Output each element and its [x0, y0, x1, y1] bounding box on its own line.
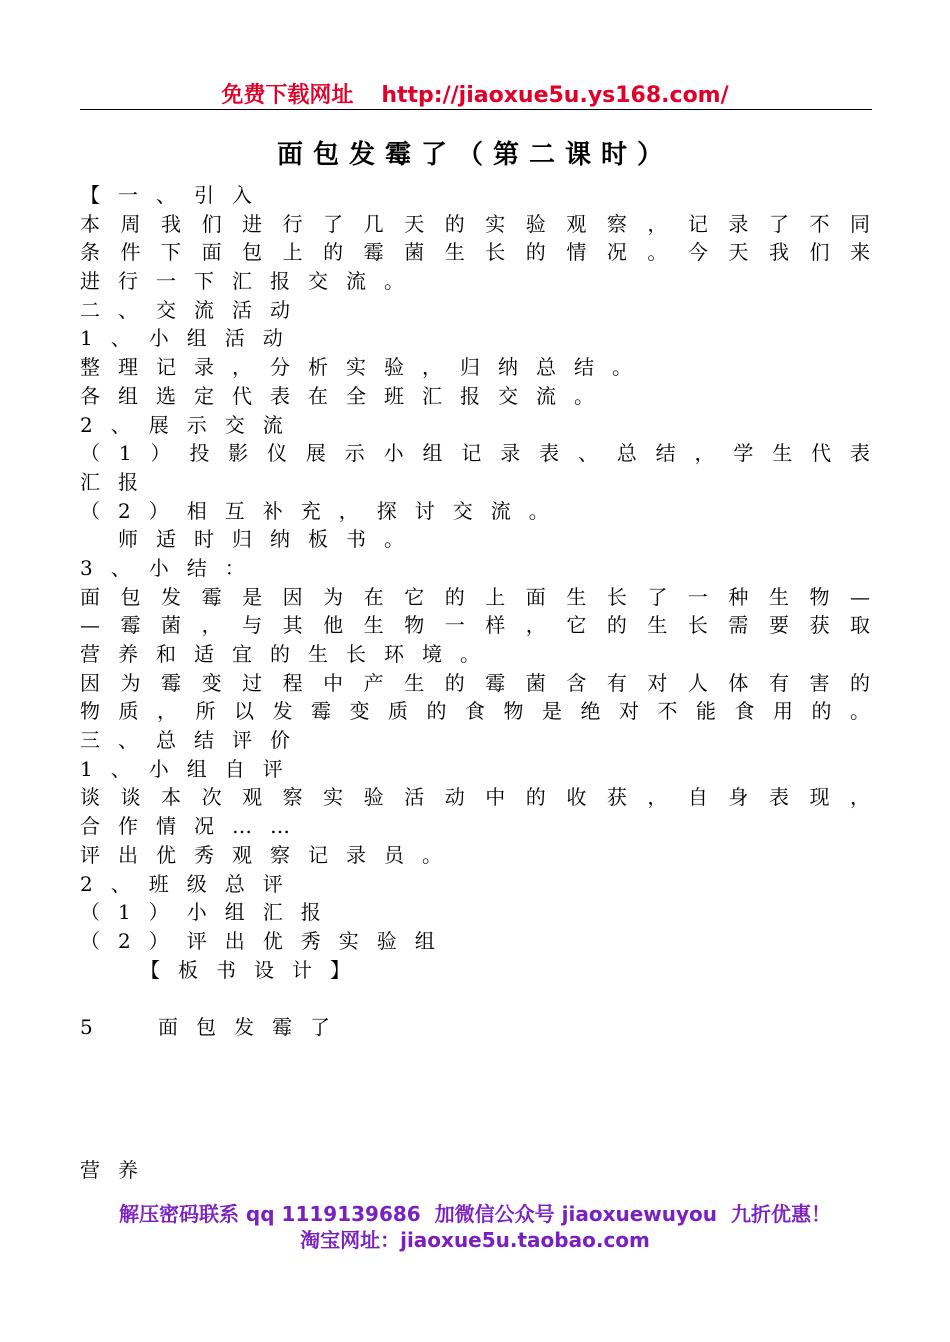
password-contact: 解压密码联系 qq 1119139686 — [118, 1202, 421, 1226]
discount-note: 九折优惠！ — [731, 1202, 832, 1226]
board-item: 营养 — [80, 1158, 156, 1183]
section-heading: 【一、引入 — [80, 183, 270, 207]
paragraph-line: 因为霉变过程中产生的霉菌含有对人体有害的 — [80, 670, 870, 695]
section-heading: 二、交流活动 — [80, 297, 308, 322]
blank-line — [80, 1070, 870, 1099]
taobao-footer[interactable]: 淘宝网址：jiaoxue5u.taobao.com — [300, 1228, 650, 1252]
subsection-heading: 1、小组活动 — [80, 326, 301, 351]
document-body — [80, 181, 870, 1185]
page-title: 面包发霉了（第二课时） — [276, 140, 673, 170]
paragraph-line: 物质，所以发霉变质的食物是绝对不能食用的。 — [80, 699, 870, 724]
paragraph-line: 评出优秀观察记录员。 — [80, 842, 460, 867]
paragraph-line: 各组选定代表在全班汇报交流。 — [80, 383, 612, 408]
blank-line — [80, 1099, 870, 1128]
header-url-link[interactable]: http://jiaoxue5u.ys168.com/ — [381, 83, 729, 108]
paragraph-line: （2）评出优秀实验组 — [80, 928, 453, 953]
paragraph-line: 师适时归纳板书。 — [118, 527, 422, 552]
header-divider — [80, 109, 872, 110]
paragraph-line: （1）小组汇报 — [80, 900, 339, 925]
paragraph-line: （2）相互补充，探讨交流。 — [80, 498, 567, 523]
subsection-heading: 3、小结： — [80, 555, 263, 580]
subsection-heading: 2、展示交流 — [80, 412, 301, 437]
blank-line — [80, 1042, 870, 1071]
paragraph-line: 进行一下汇报交流。 — [80, 269, 422, 294]
paragraph-line: 谈谈本次观察实验活动中的收获，自身表现， — [80, 785, 870, 810]
subsection-heading: 1、小组自评 — [80, 756, 301, 781]
blank-line — [80, 984, 870, 1013]
paragraph-line: 合作情况…… — [80, 814, 308, 839]
section-heading: 三、总结评价 — [80, 728, 308, 753]
paragraph-line: —霉菌，与其他生物一样，它的生长需要获取 — [80, 613, 870, 638]
blank-line — [80, 1128, 870, 1157]
paragraph-line: （1）投影仪展示小组记录表、总结，学生代表 — [80, 441, 870, 466]
header-label: 免费下载网址 — [221, 83, 354, 108]
paragraph-line: 汇报 — [80, 469, 156, 494]
lesson-number: 5 — [80, 1014, 93, 1039]
board-title-line — [80, 1013, 870, 1042]
paragraph-line: 本周我们进行了几天的实验观察，记录了不同 — [80, 211, 870, 236]
paragraph-line: 条件下面包上的霉菌生长的情况。今天我们来 — [80, 240, 870, 265]
board-design-heading: 【板书设计】 — [140, 957, 368, 982]
paragraph-line: 面包发霉是因为在它的上面生长了一种生物— — [80, 584, 870, 609]
paragraph-line: 整理记录，分析实验，归纳总结。 — [80, 355, 650, 380]
paragraph-line: 营养和适宜的生长环境。 — [80, 642, 498, 666]
wechat-contact: 加微信公众号 jiaoxuewuyou — [434, 1202, 718, 1226]
subsection-heading: 2、班级总评 — [80, 871, 301, 896]
board-title: 面包发霉了 — [158, 1014, 348, 1039]
contact-footer — [0, 1198, 950, 1227]
download-header — [0, 78, 950, 109]
